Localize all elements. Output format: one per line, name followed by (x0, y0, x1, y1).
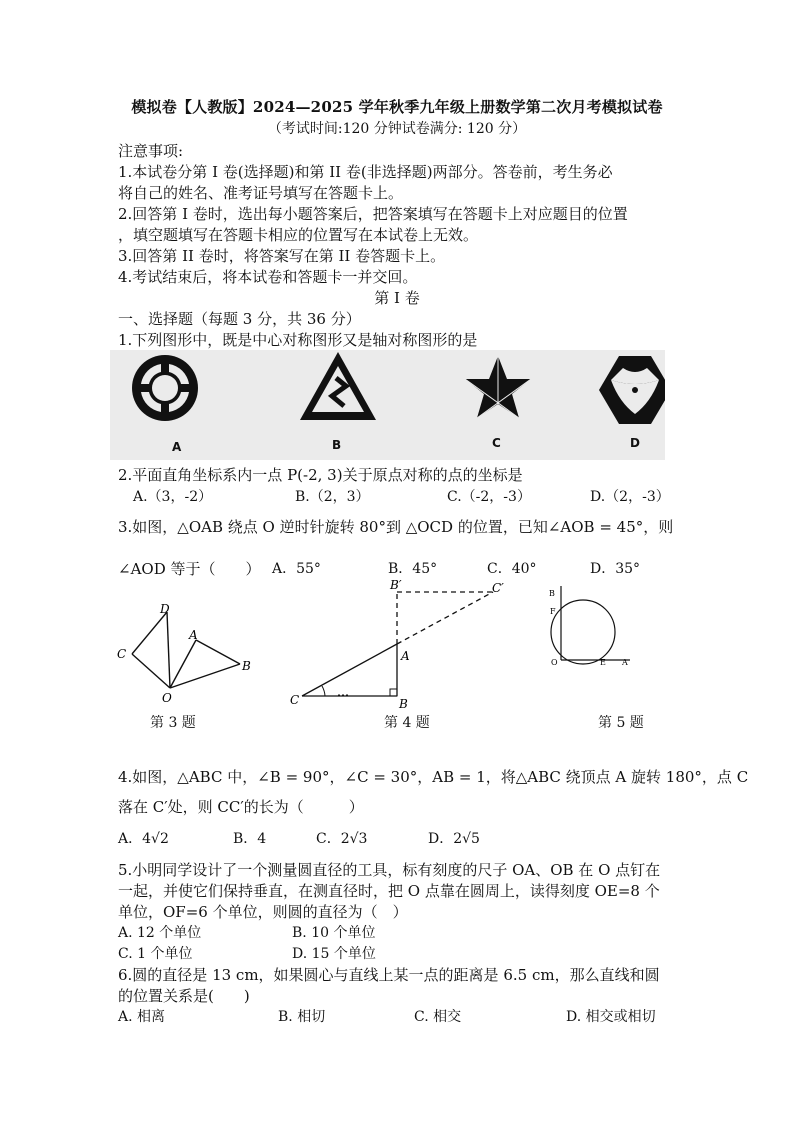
fig5-point-e: E (600, 658, 606, 667)
q6-option-b: B. 相切 (278, 1009, 326, 1025)
section-title: 一、选择题（每题 3 分，共 36 分） (118, 310, 361, 328)
notice-heading: 注意事项: (118, 142, 184, 160)
q5-option-d: D. 15 个单位 (292, 946, 376, 962)
notice-line-2: 将自己的姓名、准考证号填写在答题卡上。 (118, 184, 404, 202)
q1-figure-strip (110, 350, 665, 460)
q2-option-a: A.（3，-2） (133, 489, 213, 505)
q5-option-a: A. 12 个单位 (118, 925, 202, 941)
symbol-d-icon (599, 356, 665, 424)
part-title: 第 I 卷 (374, 289, 420, 307)
fig3-point-o: O (162, 691, 172, 705)
q5-line-3: 单位，OF=6 个单位，则圆的直径为（ ） (118, 903, 408, 921)
q3-option-c: C．40° (487, 561, 537, 577)
fig3-point-c: C (117, 647, 127, 661)
exam-subtitle: （考试时间:120 分钟试卷满分: 120 分） (267, 121, 527, 137)
figure-3-diagram (132, 612, 240, 688)
fig4-point-a: A (401, 649, 410, 663)
fig4-point-b-prime: B′ (390, 578, 402, 592)
q5-option-c: C. 1 个单位 (118, 946, 193, 962)
fig4-point-b: B (399, 697, 408, 708)
fig3-point-d: D (160, 602, 170, 616)
q1-stem: 1.下列图形中，既是中心对称图形又是轴对称图形的是 (118, 331, 478, 349)
q4-option-d: D．2√5 (428, 831, 480, 847)
q6-option-c: C. 相交 (414, 1009, 462, 1025)
q1-symbols (110, 350, 665, 460)
symbol-c-icon (465, 356, 531, 418)
fig5-point-b: B (549, 589, 555, 598)
fig5-point-a: A (622, 658, 628, 667)
fig5-caption: 第 5 题 (598, 715, 644, 731)
symbol-b-icon (300, 352, 376, 420)
q4-option-a: A．4√2 (118, 831, 169, 847)
figures-row (110, 578, 670, 708)
q1-label-d: D (630, 436, 640, 450)
fig3-caption: 第 3 题 (150, 715, 196, 731)
q1-label-c: C (492, 436, 501, 450)
q2-option-c: C.（-2，-3） (447, 489, 531, 505)
figure-5-diagram (551, 586, 630, 664)
q5-option-b: B. 10 个单位 (292, 925, 376, 941)
fig4-caption: 第 4 题 (384, 715, 430, 731)
q3-option-a: A．55° (272, 561, 321, 577)
q4-option-c: C．2√3 (316, 831, 368, 847)
q4-stem-a: 4.如图，△ABC 中，∠B = 90°，∠C = 30°，AB = 1，将△ABC 绕顶点 A 旋转 180°，点 C (118, 768, 749, 786)
q2-option-b: B.（2，3） (295, 489, 370, 505)
q2-stem: 2.平面直角坐标系内一点 P(-2, 3)关于原点对称的点的坐标是 (118, 466, 523, 484)
fig4-point-c: C (290, 693, 300, 707)
notice-line-4: ，填空题填写在答题卡相应的位置写在本试卷上无效。 (118, 226, 479, 244)
q3-stem-a: 3.如图，△OAB 绕点 O 逆时针旋转 80°到 △OCD 的位置，已知∠AOB = 45°，则 (118, 518, 674, 536)
fig5-point-o: O (551, 658, 558, 667)
q6-line-2: 的位置关系是( ) (118, 987, 250, 1005)
notice-line-3: 2.回答第 I 卷时，选出每小题答案后，把答案填写在答题卡上对应题目的位置 (118, 205, 628, 223)
q2-option-d: D.（2，-3） (590, 489, 670, 505)
q3-option-d: D．35° (590, 561, 641, 577)
notice-line-5: 3.回答第 II 卷时，将答案写在第 II 卷答题卡上。 (118, 247, 446, 265)
q5-line-1: 5.小明同学设计了一个测量圆直径的工具，标有刻度的尺子 OA、OB 在 O 点钉在 (118, 861, 661, 879)
q6-line-1: 6.圆的直径是 13 cm，如果圆心与直线上某一点的距离是 6.5 cm，那么直线和圆 (118, 966, 660, 984)
q3-option-b: B．45° (388, 561, 438, 577)
symbol-a-icon (132, 355, 198, 421)
q6-option-d: D. 相交或相切 (566, 1009, 656, 1025)
q5-line-2: 一起，并使它们保持垂直，在测直径时，把 O 点靠在圆周上，读得刻度 OE=8 个 (118, 882, 660, 900)
q3-stem-b: ∠AOD 等于（ ） (118, 560, 261, 578)
q1-label-b: B (332, 438, 342, 452)
notice-line-6: 4.考试结束后，将本试卷和答题卡一并交回。 (118, 268, 418, 286)
q4-option-b: B．4 (233, 831, 267, 847)
fig5-point-f: F (550, 607, 556, 616)
figure-4-diagram (302, 592, 493, 696)
q4-stem-b: 落在 C′处，则 CC′的长为（ ） (118, 798, 364, 816)
notice-line-1: 1.本试卷分第 I 卷(选择题)和第 II 卷(非选择题)两部分。答卷前，考生务必 (118, 163, 613, 181)
exam-title: 模拟卷【人教版】2024—2025 学年秋季九年级上册数学第二次月考模拟试卷 (131, 98, 663, 116)
fig4-point-c-prime: C′ (492, 581, 504, 595)
q1-label-a: A (172, 440, 182, 454)
fig3-point-b: B (242, 659, 251, 673)
fig3-point-a: A (189, 628, 198, 642)
q6-option-a: A. 相离 (118, 1009, 166, 1025)
